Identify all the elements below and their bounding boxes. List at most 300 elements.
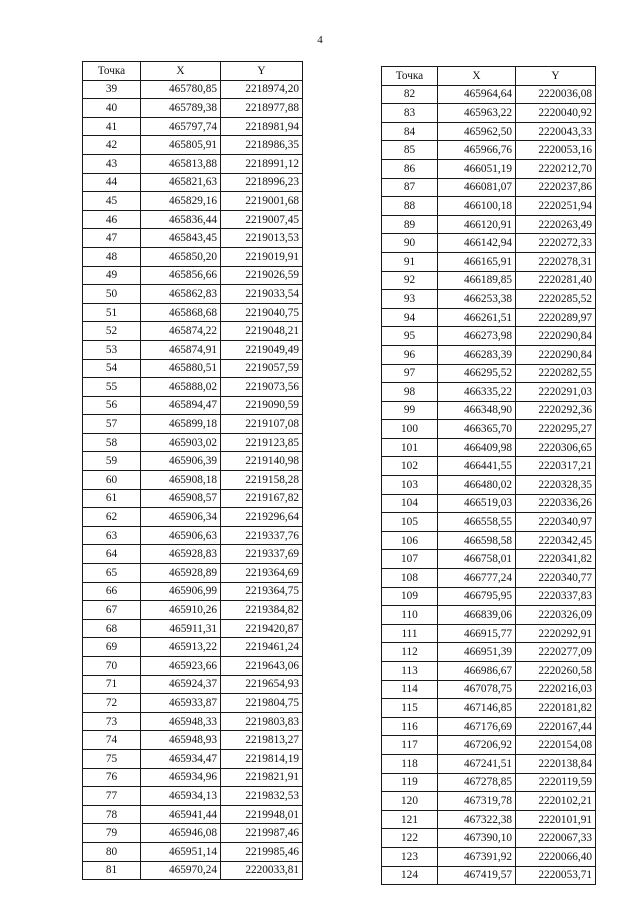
x-cell: 466986,67 xyxy=(438,662,516,681)
table-row xyxy=(382,606,596,625)
x-cell: 466120,91 xyxy=(438,215,516,234)
y-cell: 2219948,01 xyxy=(221,805,303,824)
x-cell: 465963,22 xyxy=(438,104,516,123)
x-cell: 465906,99 xyxy=(141,582,221,601)
y-cell: 2219814,19 xyxy=(221,749,303,768)
y-cell: 2220237,86 xyxy=(516,178,596,197)
table-row xyxy=(83,619,303,638)
x-cell: 465970,24 xyxy=(141,861,221,880)
point-cell: 122 xyxy=(382,829,438,848)
point-cell: 83 xyxy=(382,104,438,123)
table-row xyxy=(382,104,596,123)
table-row xyxy=(382,308,596,327)
x-cell: 465813,88 xyxy=(141,154,221,173)
header-y: Y xyxy=(221,62,303,81)
table-row xyxy=(382,271,596,290)
x-cell: 466189,85 xyxy=(438,271,516,290)
y-cell: 2220272,33 xyxy=(516,234,596,253)
coordinates-table-left xyxy=(82,61,303,880)
y-cell: 2220067,33 xyxy=(516,829,596,848)
x-cell: 466335,22 xyxy=(438,383,516,402)
y-cell: 2220281,40 xyxy=(516,271,596,290)
y-cell: 2219040,75 xyxy=(221,303,303,322)
x-cell: 465874,91 xyxy=(141,340,221,359)
table-row xyxy=(83,99,303,118)
x-cell: 465906,34 xyxy=(141,508,221,527)
point-cell: 47 xyxy=(83,229,141,248)
y-cell: 2220167,44 xyxy=(516,717,596,736)
point-cell: 64 xyxy=(83,545,141,564)
table-row xyxy=(83,154,303,173)
point-cell: 89 xyxy=(382,215,438,234)
point-cell: 85 xyxy=(382,141,438,160)
point-cell: 72 xyxy=(83,694,141,713)
table-row xyxy=(382,773,596,792)
page-number: 4 xyxy=(317,34,323,46)
table-row xyxy=(83,861,303,880)
x-cell: 465946,08 xyxy=(141,824,221,843)
point-cell: 57 xyxy=(83,415,141,434)
x-cell: 465934,96 xyxy=(141,768,221,787)
x-cell: 467146,85 xyxy=(438,699,516,718)
y-cell: 2220119,59 xyxy=(516,773,596,792)
point-cell: 66 xyxy=(83,582,141,601)
point-cell: 92 xyxy=(382,271,438,290)
table-row xyxy=(382,252,596,271)
x-cell: 465948,93 xyxy=(141,731,221,750)
x-cell: 465899,18 xyxy=(141,415,221,434)
point-cell: 77 xyxy=(83,787,141,806)
x-cell: 466081,07 xyxy=(438,178,516,197)
y-cell: 2218996,23 xyxy=(221,173,303,192)
point-cell: 111 xyxy=(382,624,438,643)
point-cell: 79 xyxy=(83,824,141,843)
x-cell: 466283,39 xyxy=(438,345,516,364)
table-row xyxy=(382,420,596,439)
x-cell: 465862,83 xyxy=(141,285,221,304)
y-cell: 2219654,93 xyxy=(221,675,303,694)
point-cell: 50 xyxy=(83,285,141,304)
y-cell: 2220341,82 xyxy=(516,550,596,569)
y-cell: 2220102,21 xyxy=(516,792,596,811)
point-cell: 51 xyxy=(83,303,141,322)
x-cell: 465874,22 xyxy=(141,322,221,341)
x-cell: 466295,52 xyxy=(438,364,516,383)
y-cell: 2219461,24 xyxy=(221,638,303,657)
y-cell: 2220277,09 xyxy=(516,643,596,662)
y-cell: 2219813,27 xyxy=(221,731,303,750)
point-cell: 58 xyxy=(83,433,141,452)
y-cell: 2220154,08 xyxy=(516,736,596,755)
y-cell: 2219643,06 xyxy=(221,657,303,676)
point-cell: 73 xyxy=(83,712,141,731)
y-cell: 2219048,21 xyxy=(221,322,303,341)
point-cell: 94 xyxy=(382,308,438,327)
point-cell: 113 xyxy=(382,662,438,681)
table-row xyxy=(382,494,596,513)
point-cell: 39 xyxy=(83,80,141,99)
x-cell: 465821,63 xyxy=(141,173,221,192)
table-row xyxy=(83,247,303,266)
table-row xyxy=(382,680,596,699)
point-cell: 74 xyxy=(83,731,141,750)
point-cell: 93 xyxy=(382,290,438,309)
y-cell: 2220036,08 xyxy=(516,85,596,104)
y-cell: 2219803,83 xyxy=(221,712,303,731)
table-row xyxy=(83,452,303,471)
table-row xyxy=(83,285,303,304)
x-cell: 465924,37 xyxy=(141,675,221,694)
point-cell: 95 xyxy=(382,327,438,346)
point-cell: 76 xyxy=(83,768,141,787)
point-cell: 124 xyxy=(382,866,438,885)
table-row xyxy=(382,327,596,346)
table-row xyxy=(382,587,596,606)
x-cell: 466915,77 xyxy=(438,624,516,643)
point-cell: 44 xyxy=(83,173,141,192)
y-cell: 2220290,84 xyxy=(516,345,596,364)
coordinates-table-right xyxy=(381,66,596,885)
y-cell: 2219090,59 xyxy=(221,396,303,415)
table-row xyxy=(382,643,596,662)
y-cell: 2219337,76 xyxy=(221,526,303,545)
x-cell: 466142,94 xyxy=(438,234,516,253)
y-cell: 2219296,64 xyxy=(221,508,303,527)
table-row xyxy=(83,787,303,806)
header-point: Точка xyxy=(83,62,141,81)
table-row xyxy=(382,197,596,216)
point-cell: 65 xyxy=(83,564,141,583)
point-cell: 62 xyxy=(83,508,141,527)
y-cell: 2219049,49 xyxy=(221,340,303,359)
x-cell: 466365,70 xyxy=(438,420,516,439)
y-cell: 2219420,87 xyxy=(221,619,303,638)
point-cell: 80 xyxy=(83,842,141,861)
x-cell: 465928,83 xyxy=(141,545,221,564)
table-row xyxy=(83,396,303,415)
y-cell: 2220053,16 xyxy=(516,141,596,160)
table-row xyxy=(382,531,596,550)
point-cell: 115 xyxy=(382,699,438,718)
table-row xyxy=(382,364,596,383)
x-cell: 465934,47 xyxy=(141,749,221,768)
x-cell: 465923,66 xyxy=(141,657,221,676)
y-cell: 2219001,68 xyxy=(221,192,303,211)
x-cell: 465934,13 xyxy=(141,787,221,806)
point-cell: 54 xyxy=(83,359,141,378)
y-cell: 2219364,75 xyxy=(221,582,303,601)
table-row xyxy=(83,173,303,192)
x-cell: 467319,78 xyxy=(438,792,516,811)
x-cell: 465906,63 xyxy=(141,526,221,545)
point-cell: 102 xyxy=(382,457,438,476)
point-cell: 118 xyxy=(382,754,438,773)
y-cell: 2220289,97 xyxy=(516,308,596,327)
y-cell: 2219364,69 xyxy=(221,564,303,583)
table-row xyxy=(83,489,303,508)
x-cell: 467241,51 xyxy=(438,754,516,773)
header-x: X xyxy=(438,67,516,86)
point-cell: 40 xyxy=(83,99,141,118)
point-cell: 81 xyxy=(83,861,141,880)
point-cell: 112 xyxy=(382,643,438,662)
point-cell: 56 xyxy=(83,396,141,415)
point-cell: 123 xyxy=(382,847,438,866)
table-row xyxy=(382,438,596,457)
table-row xyxy=(83,359,303,378)
y-cell: 2219033,54 xyxy=(221,285,303,304)
table-row xyxy=(83,471,303,490)
point-cell: 61 xyxy=(83,489,141,508)
y-cell: 2220317,21 xyxy=(516,457,596,476)
y-cell: 2220340,77 xyxy=(516,569,596,588)
table-row xyxy=(83,694,303,713)
y-cell: 2220291,03 xyxy=(516,383,596,402)
x-cell: 465843,45 xyxy=(141,229,221,248)
point-cell: 49 xyxy=(83,266,141,285)
x-cell: 466441,55 xyxy=(438,457,516,476)
table-row xyxy=(83,657,303,676)
table-row xyxy=(83,564,303,583)
point-cell: 104 xyxy=(382,494,438,513)
point-cell: 84 xyxy=(382,122,438,141)
table-row xyxy=(83,712,303,731)
x-cell: 465850,20 xyxy=(141,247,221,266)
point-cell: 48 xyxy=(83,247,141,266)
point-cell: 71 xyxy=(83,675,141,694)
x-cell: 465941,44 xyxy=(141,805,221,824)
point-cell: 43 xyxy=(83,154,141,173)
x-cell: 465908,18 xyxy=(141,471,221,490)
y-cell: 2220340,97 xyxy=(516,513,596,532)
x-cell: 465797,74 xyxy=(141,117,221,136)
table-row xyxy=(83,433,303,452)
table-row xyxy=(382,457,596,476)
y-cell: 2220066,40 xyxy=(516,847,596,866)
header-y: Y xyxy=(516,67,596,86)
table-row xyxy=(83,136,303,155)
point-cell: 108 xyxy=(382,569,438,588)
y-cell: 2220043,33 xyxy=(516,122,596,141)
x-cell: 466558,55 xyxy=(438,513,516,532)
y-cell: 2220342,45 xyxy=(516,531,596,550)
point-cell: 105 xyxy=(382,513,438,532)
point-cell: 59 xyxy=(83,452,141,471)
point-cell: 87 xyxy=(382,178,438,197)
x-cell: 466409,98 xyxy=(438,438,516,457)
y-cell: 2220278,31 xyxy=(516,252,596,271)
header-x: X xyxy=(141,62,221,81)
y-cell: 2219073,56 xyxy=(221,378,303,397)
y-cell: 2220290,84 xyxy=(516,327,596,346)
table-row xyxy=(382,717,596,736)
table-row xyxy=(83,378,303,397)
table-row xyxy=(83,322,303,341)
y-cell: 2219007,45 xyxy=(221,210,303,229)
x-cell: 465836,44 xyxy=(141,210,221,229)
y-cell: 2220337,83 xyxy=(516,587,596,606)
x-cell: 465908,57 xyxy=(141,489,221,508)
y-cell: 2220033,81 xyxy=(221,861,303,880)
x-cell: 465951,14 xyxy=(141,842,221,861)
y-cell: 2218991,12 xyxy=(221,154,303,173)
x-cell: 467078,75 xyxy=(438,680,516,699)
x-cell: 465928,89 xyxy=(141,564,221,583)
table-row xyxy=(83,842,303,861)
y-cell: 2219337,69 xyxy=(221,545,303,564)
x-cell: 465888,02 xyxy=(141,378,221,397)
table-row xyxy=(83,80,303,99)
y-cell: 2220292,36 xyxy=(516,401,596,420)
x-cell: 466348,90 xyxy=(438,401,516,420)
table-row xyxy=(83,768,303,787)
x-cell: 466598,58 xyxy=(438,531,516,550)
table-row xyxy=(382,141,596,160)
table-row xyxy=(382,178,596,197)
table-row xyxy=(83,229,303,248)
table-row xyxy=(382,662,596,681)
point-cell: 88 xyxy=(382,197,438,216)
y-cell: 2220101,91 xyxy=(516,810,596,829)
y-cell: 2220263,49 xyxy=(516,215,596,234)
table-row xyxy=(382,754,596,773)
table-header-row xyxy=(382,67,596,86)
y-cell: 2220292,91 xyxy=(516,624,596,643)
table-row xyxy=(382,569,596,588)
y-cell: 2219167,82 xyxy=(221,489,303,508)
table-row xyxy=(83,675,303,694)
table-row xyxy=(83,582,303,601)
point-cell: 106 xyxy=(382,531,438,550)
point-cell: 75 xyxy=(83,749,141,768)
point-cell: 109 xyxy=(382,587,438,606)
y-cell: 2219821,91 xyxy=(221,768,303,787)
table-row xyxy=(83,526,303,545)
x-cell: 465966,76 xyxy=(438,141,516,160)
y-cell: 2219987,46 xyxy=(221,824,303,843)
y-cell: 2220336,26 xyxy=(516,494,596,513)
x-cell: 466795,95 xyxy=(438,587,516,606)
y-cell: 2220138,84 xyxy=(516,754,596,773)
point-cell: 63 xyxy=(83,526,141,545)
table-row xyxy=(83,415,303,434)
y-cell: 2219804,75 xyxy=(221,694,303,713)
point-cell: 100 xyxy=(382,420,438,439)
x-cell: 465868,68 xyxy=(141,303,221,322)
x-cell: 466951,39 xyxy=(438,643,516,662)
table-row xyxy=(83,749,303,768)
table-row xyxy=(382,792,596,811)
x-cell: 466165,91 xyxy=(438,252,516,271)
header-point: Точка xyxy=(382,67,438,86)
x-cell: 465906,39 xyxy=(141,452,221,471)
y-cell: 2220216,03 xyxy=(516,680,596,699)
y-cell: 2220326,09 xyxy=(516,606,596,625)
table-row xyxy=(83,210,303,229)
x-cell: 465948,33 xyxy=(141,712,221,731)
point-cell: 99 xyxy=(382,401,438,420)
point-cell: 107 xyxy=(382,550,438,569)
x-cell: 465780,85 xyxy=(141,80,221,99)
table-row xyxy=(83,117,303,136)
point-cell: 70 xyxy=(83,657,141,676)
point-cell: 110 xyxy=(382,606,438,625)
table-row xyxy=(382,401,596,420)
table-row xyxy=(83,303,303,322)
table-row xyxy=(382,550,596,569)
y-cell: 2219026,59 xyxy=(221,266,303,285)
y-cell: 2220260,58 xyxy=(516,662,596,681)
y-cell: 2220212,70 xyxy=(516,159,596,178)
table-row xyxy=(382,345,596,364)
y-cell: 2219123,85 xyxy=(221,433,303,452)
x-cell: 466051,19 xyxy=(438,159,516,178)
x-cell: 466777,24 xyxy=(438,569,516,588)
y-cell: 2220295,27 xyxy=(516,420,596,439)
point-cell: 42 xyxy=(83,136,141,155)
point-cell: 45 xyxy=(83,192,141,211)
table-row xyxy=(83,340,303,359)
table-row xyxy=(83,601,303,620)
point-cell: 68 xyxy=(83,619,141,638)
y-cell: 2220053,71 xyxy=(516,866,596,885)
y-cell: 2218974,20 xyxy=(221,80,303,99)
x-cell: 465910,26 xyxy=(141,601,221,620)
table-row xyxy=(382,829,596,848)
y-cell: 2220282,55 xyxy=(516,364,596,383)
point-cell: 117 xyxy=(382,736,438,755)
table-row xyxy=(382,810,596,829)
point-cell: 121 xyxy=(382,810,438,829)
table-row xyxy=(382,866,596,885)
point-cell: 52 xyxy=(83,322,141,341)
x-cell: 466100,18 xyxy=(438,197,516,216)
y-cell: 2220285,52 xyxy=(516,290,596,309)
table-row xyxy=(83,545,303,564)
point-cell: 98 xyxy=(382,383,438,402)
y-cell: 2220328,35 xyxy=(516,476,596,495)
y-cell: 2220040,92 xyxy=(516,104,596,123)
table-row xyxy=(83,266,303,285)
table-row xyxy=(382,215,596,234)
table-row xyxy=(382,847,596,866)
table-row xyxy=(83,638,303,657)
x-cell: 465964,64 xyxy=(438,85,516,104)
table-row xyxy=(382,699,596,718)
x-cell: 465789,38 xyxy=(141,99,221,118)
x-cell: 465911,31 xyxy=(141,619,221,638)
table-row xyxy=(382,122,596,141)
point-cell: 116 xyxy=(382,717,438,736)
table-row xyxy=(382,159,596,178)
y-cell: 2219019,91 xyxy=(221,247,303,266)
y-cell: 2220306,65 xyxy=(516,438,596,457)
y-cell: 2219832,53 xyxy=(221,787,303,806)
point-cell: 120 xyxy=(382,792,438,811)
table-row xyxy=(83,508,303,527)
point-cell: 119 xyxy=(382,773,438,792)
point-cell: 86 xyxy=(382,159,438,178)
table-row xyxy=(382,736,596,755)
x-cell: 466839,06 xyxy=(438,606,516,625)
x-cell: 467419,57 xyxy=(438,866,516,885)
y-cell: 2219013,53 xyxy=(221,229,303,248)
x-cell: 465962,50 xyxy=(438,122,516,141)
x-cell: 467391,92 xyxy=(438,847,516,866)
x-cell: 465880,51 xyxy=(141,359,221,378)
x-cell: 467206,92 xyxy=(438,736,516,755)
table-row xyxy=(382,85,596,104)
